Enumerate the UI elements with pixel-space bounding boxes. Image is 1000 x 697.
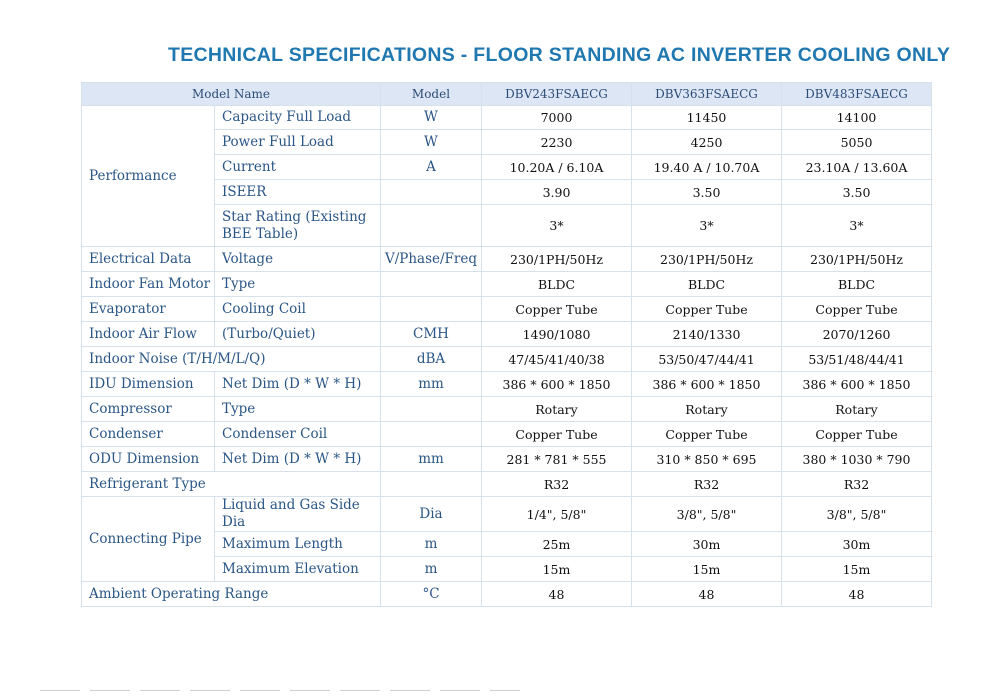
cell-value: 19.40 A / 10.70A — [632, 155, 782, 180]
row-unit: W — [381, 130, 482, 155]
cell-value: Copper Tube — [782, 422, 932, 447]
header-model-name: Model Name — [82, 83, 381, 106]
cell-value: 48 — [632, 582, 782, 607]
cell-value: Copper Tube — [782, 297, 932, 322]
row-unit: °C — [381, 582, 482, 607]
cell-value: 3/8", 5/8" — [632, 497, 782, 532]
cell-value: Copper Tube — [632, 422, 782, 447]
header-model-2: DBV363FSAECG — [632, 83, 782, 106]
row-label: Star Rating (Existing BEE Table) — [215, 205, 381, 247]
row-unit — [381, 397, 482, 422]
cell-value: 25m — [482, 532, 632, 557]
table-row — [82, 447, 932, 472]
cell-value: 10.20A / 6.10A — [482, 155, 632, 180]
group-connecting-pipe: Connecting Pipe — [82, 497, 215, 582]
cell-value: 310 * 850 * 695 — [632, 447, 782, 472]
row-unit: mm — [381, 372, 482, 397]
cell-value: 15m — [632, 557, 782, 582]
header-model: Model — [381, 83, 482, 106]
row-unit — [381, 422, 482, 447]
group-idu-dimension: IDU Dimension — [82, 372, 215, 397]
table-row — [82, 297, 932, 322]
cell-value: R32 — [482, 472, 632, 497]
table-row — [82, 247, 932, 272]
group-indoor-air-flow: Indoor Air Flow — [82, 322, 215, 347]
cell-value: 4250 — [632, 130, 782, 155]
group-refrigerant-type: Refrigerant Type — [82, 472, 381, 497]
group-indoor-fan-motor: Indoor Fan Motor — [82, 272, 215, 297]
table-row — [82, 497, 932, 532]
table-header-row — [82, 83, 932, 106]
row-label: Net Dim (D * W * H) — [215, 372, 381, 397]
page-title: TECHNICAL SPECIFICATIONS - FLOOR STANDING AC INVERTER COOLING ONLY — [168, 44, 951, 66]
cell-value: 47/45/41/40/38 — [482, 347, 632, 372]
cell-value: 48 — [482, 582, 632, 607]
table-row — [82, 582, 932, 607]
cell-value: Rotary — [782, 397, 932, 422]
row-label: Liquid and Gas Side Dia — [215, 497, 381, 532]
cell-value: 2140/1330 — [632, 322, 782, 347]
group-condenser: Condenser — [82, 422, 215, 447]
row-unit: Dia — [381, 497, 482, 532]
group-compressor: Compressor — [82, 397, 215, 422]
group-ambient-operating-range: Ambient Operating Range — [82, 582, 381, 607]
cell-value: BLDC — [632, 272, 782, 297]
cell-value: 230/1PH/50Hz — [482, 247, 632, 272]
table-row — [82, 397, 932, 422]
table-row — [82, 472, 932, 497]
cell-value: 1490/1080 — [482, 322, 632, 347]
row-label: Power Full Load — [215, 130, 381, 155]
cell-value: 2230 — [482, 130, 632, 155]
cell-value: BLDC — [782, 272, 932, 297]
row-label: ISEER — [215, 180, 381, 205]
table-row — [82, 422, 932, 447]
cell-value: R32 — [632, 472, 782, 497]
group-odu-dimension: ODU Dimension — [82, 447, 215, 472]
cell-value: R32 — [782, 472, 932, 497]
row-unit: mm — [381, 447, 482, 472]
header-model-3: DBV483FSAECG — [782, 83, 932, 106]
cell-value: 15m — [782, 557, 932, 582]
row-unit: m — [381, 557, 482, 582]
row-unit: W — [381, 106, 482, 130]
cell-value: 1/4", 5/8" — [482, 497, 632, 532]
table-row — [82, 347, 932, 372]
table-row — [82, 372, 932, 397]
row-unit — [381, 297, 482, 322]
spec-table — [81, 82, 932, 607]
cell-value: 386 * 600 * 1850 — [632, 372, 782, 397]
cell-value: 230/1PH/50Hz — [782, 247, 932, 272]
group-evaporator: Evaporator — [82, 297, 215, 322]
group-performance: Performance — [82, 106, 215, 247]
row-label: Type — [215, 272, 381, 297]
row-unit — [381, 180, 482, 205]
cell-value: 380 * 1030 * 790 — [782, 447, 932, 472]
table-row — [82, 272, 932, 297]
cell-value: Copper Tube — [482, 297, 632, 322]
row-unit — [381, 472, 482, 497]
cell-value: 23.10A / 13.60A — [782, 155, 932, 180]
row-label: Cooling Coil — [215, 297, 381, 322]
cell-value: 3* — [482, 205, 632, 247]
cell-value: 386 * 600 * 1850 — [482, 372, 632, 397]
footer-divider — [40, 690, 520, 691]
cell-value: 2070/1260 — [782, 322, 932, 347]
cell-value: 5050 — [782, 130, 932, 155]
table-row — [82, 322, 932, 347]
table-row — [82, 106, 932, 130]
cell-value: 230/1PH/50Hz — [632, 247, 782, 272]
row-unit: dBA — [381, 347, 482, 372]
cell-value: 30m — [632, 532, 782, 557]
cell-value: 3.50 — [782, 180, 932, 205]
cell-value: 7000 — [482, 106, 632, 130]
row-label: Type — [215, 397, 381, 422]
row-label: (Turbo/Quiet) — [215, 322, 381, 347]
row-label: Voltage — [215, 247, 381, 272]
cell-value: 3* — [782, 205, 932, 247]
row-unit — [381, 272, 482, 297]
cell-value: 30m — [782, 532, 932, 557]
cell-value: Rotary — [632, 397, 782, 422]
row-unit: m — [381, 532, 482, 557]
cell-value: Copper Tube — [632, 297, 782, 322]
cell-value: 386 * 600 * 1850 — [782, 372, 932, 397]
row-label: Condenser Coil — [215, 422, 381, 447]
row-unit: V/Phase/Freq — [381, 247, 482, 272]
row-label: Net Dim (D * W * H) — [215, 447, 381, 472]
row-label: Maximum Length — [215, 532, 381, 557]
group-indoor-noise: Indoor Noise (T/H/M/L/Q) — [82, 347, 381, 372]
cell-value: Copper Tube — [482, 422, 632, 447]
row-label: Maximum Elevation — [215, 557, 381, 582]
cell-value: 15m — [482, 557, 632, 582]
cell-value: 3.50 — [632, 180, 782, 205]
cell-value: 14100 — [782, 106, 932, 130]
cell-value: 3.90 — [482, 180, 632, 205]
cell-value: 11450 — [632, 106, 782, 130]
row-unit: A — [381, 155, 482, 180]
cell-value: BLDC — [482, 272, 632, 297]
cell-value: 48 — [782, 582, 932, 607]
row-label: Current — [215, 155, 381, 180]
cell-value: 3/8", 5/8" — [782, 497, 932, 532]
row-unit: CMH — [381, 322, 482, 347]
cell-value: 3* — [632, 205, 782, 247]
cell-value: Rotary — [482, 397, 632, 422]
header-model-1: DBV243FSAECG — [482, 83, 632, 106]
cell-value: 53/51/48/44/41 — [782, 347, 932, 372]
row-label: Capacity Full Load — [215, 106, 381, 130]
group-electrical-data: Electrical Data — [82, 247, 215, 272]
cell-value: 53/50/47/44/41 — [632, 347, 782, 372]
cell-value: 281 * 781 * 555 — [482, 447, 632, 472]
row-unit — [381, 205, 482, 247]
